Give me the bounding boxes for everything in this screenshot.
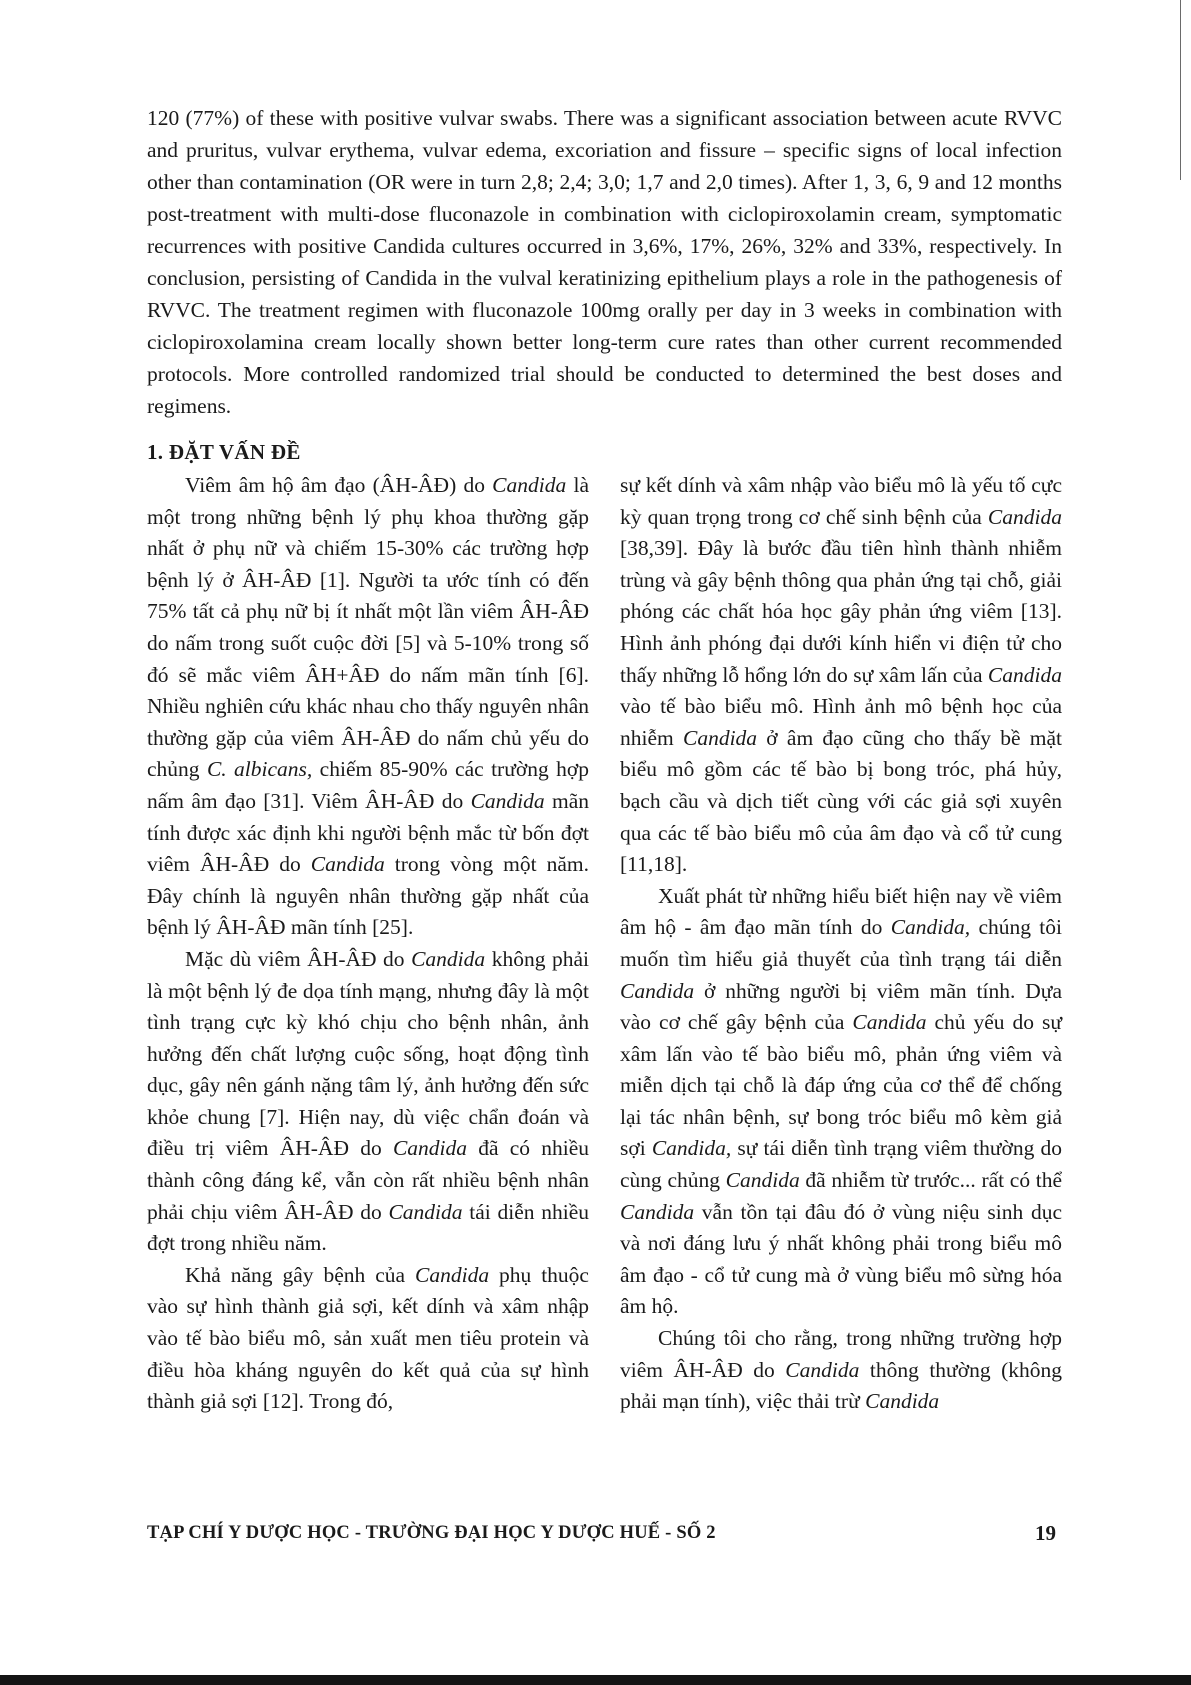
left-paragraph-3: Khả năng gây bệnh của Candida phụ thuộc vào sự hình thành giả sợi, kết dính và xâm nhập vào tế bào biểu mô, sản xuất men tiêu protein và điều hòa kháng nguyên do kết quả của sự hình thành giả sợi [12]. Trong đó, [147,1262,589,1414]
journal-title: TẠP CHÍ Y DƯỢC HỌC - TRƯỜNG ĐẠI HỌC Y DƯỢC HUẾ - SỐ 2 [147,1523,716,1543]
left-paragraph-1: Viêm âm hộ âm đạo (ÂH-ÂĐ) do Candida là một trong những bệnh lý phụ khoa thường gặp nhất ở phụ nữ và chiếm 15-30% các trường hợp bệnh lý ở ÂH-ÂĐ [1]. Người ta ước tính có đến 75% tất cả phụ nữ bị ít nhất một lần viêm ÂH-ÂĐ do nấm trong suốt cuộc đời [5] và 5-10% trong số đó sẽ mắc viêm ÂH+ÂĐ do nấm mãn tính [6]. Nhiều nghiên cứu khác nhau cho thấy nguyên nhân thường gặp của viêm ÂH-ÂĐ do nấm chủ yếu do chủng C. albicans, chiếm 85-90% các trường hợp nấm âm đạo [31]. Viêm ÂH-ÂĐ do Candida mãn tính được xác định khi người bệnh mắc từ bốn đợt viêm ÂH-ÂĐ do Candida trong vòng một năm. Đây chính là nguyên nhân thường gặp nhất của bệnh lý ÂH-ÂĐ mãn tính [25]. [147,473,589,940]
scan-bottom-band [0,1675,1191,1685]
abstract-paragraph: 120 (77%) of these with positive vulvar swabs. There was a significant association between acute RVVC and pruritus, vulvar erythema, vulvar edema, excoriation and fissure – specific signs of local infection other than contamination (OR were in turn 2,8; 2,4; 3,0; 1,7 and 2,0 times). After 1, 3, 6, 9 and 12 months post-treatment with multi-dose fluconazole in combination with ciclopiroxolamin cream, symptomatic recurrences with positive Candida cultures occurred in 3,6%, 17%, 26%, 32% and 33%, respectively. In conclusion, persisting of Candida in the vulval keratinizing epithelium plays a role in the pathogenesis of RVVC. The treatment regimen with fluconazole 100mg orally per day in 3 weeks in combination with ciclopiroxolamina cream locally shown better long-term cure rates than other current recommended protocols. More controlled randomized trial should be conducted to determined the best doses and regimens. [147,106,1062,418]
left-column [147,470,589,1418]
right-paragraph-2: Xuất phát từ những hiểu biết hiện nay về viêm âm hộ - âm đạo mãn tính do Candida, chúng tôi muốn tìm hiểu giả thuyết của tình trạng tái diễn Candida ở những người bị viêm mãn tính. Dựa vào cơ chế gây bệnh của Candida chủ yếu do sự xâm lấn vào tế bào biểu mô, phản ứng viêm và miễn dịch tại chỗ là đáp ứng của cơ thể để chống lại tác nhân bệnh, sự bong tróc biểu mô kèm giả sợi Candida, sự tái diễn tình trạng viêm thường do cùng chủng Candida đã nhiễm từ trước... rất có thể Candida vẫn tồn tại đâu đó ở vùng niệu sinh dục và nơi đáng lưu ý nhất không phải trong biểu mô âm đạo - cổ tử cung mà ở vùng biểu mô sừng hóa âm hộ. [620,883,1062,1319]
right-column [620,470,1062,1418]
scan-edge-line [1180,0,1181,180]
left-paragraph-2: Mặc dù viêm ÂH-ÂĐ do Candida không phải là một bệnh lý đe dọa tính mạng, nhưng đây là một tình trạng cực kỳ khó chịu cho bệnh nhân, ảnh hưởng đến chất lượng cuộc sống, hoạt động tình dục, gây nên gánh nặng tâm lý, ảnh hưởng đến sức khỏe chung [7]. Hiện nay, dù việc chẩn đoán và điều trị viêm ÂH-ÂĐ do Candida đã có nhiều thành công đáng kể, vẫn còn rất nhiều bệnh nhân phải chịu viêm ÂH-ÂĐ do Candida tái diễn nhiều đợt trong nhiều năm. [147,946,589,1256]
right-paragraph-1: sự kết dính và xâm nhập vào biểu mô là yếu tố cực kỳ quan trọng trong cơ chế sinh bệnh của Candida [38,39]. Đây là bước đầu tiên hình thành nhiễm trùng và gây bệnh thông qua phản ứng tại chỗ, giải phóng các chất hóa học gây phản ứng viêm [13]. Hình ảnh phóng đại dưới kính hiển vi điện tử cho thấy những lỗ hổng lớn do sự xâm lấn của Candida vào tế bào biểu mô. Hình ảnh mô bệnh học của nhiễm Candida ở âm đạo cũng cho thấy bề mặt biểu mô gồm các tế bào bị bong tróc, phá hủy, bạch cầu và dịch tiết cùng với các giả sợi xuyên qua các tế bào biểu mô của âm đạo và cổ tử cung [11,18]. [620,473,1062,877]
right-paragraph-3: Chúng tôi cho rằng, trong những trường hợp viêm ÂH-ÂĐ do Candida thông thường (không phải mạn tính), việc thải trừ Candida [620,1326,1062,1414]
section-heading: 1. ĐẶT VẤN ĐỀ [147,440,301,464]
abstract-continuation [147,102,1062,422]
page-number: 19 [1035,1521,1056,1545]
